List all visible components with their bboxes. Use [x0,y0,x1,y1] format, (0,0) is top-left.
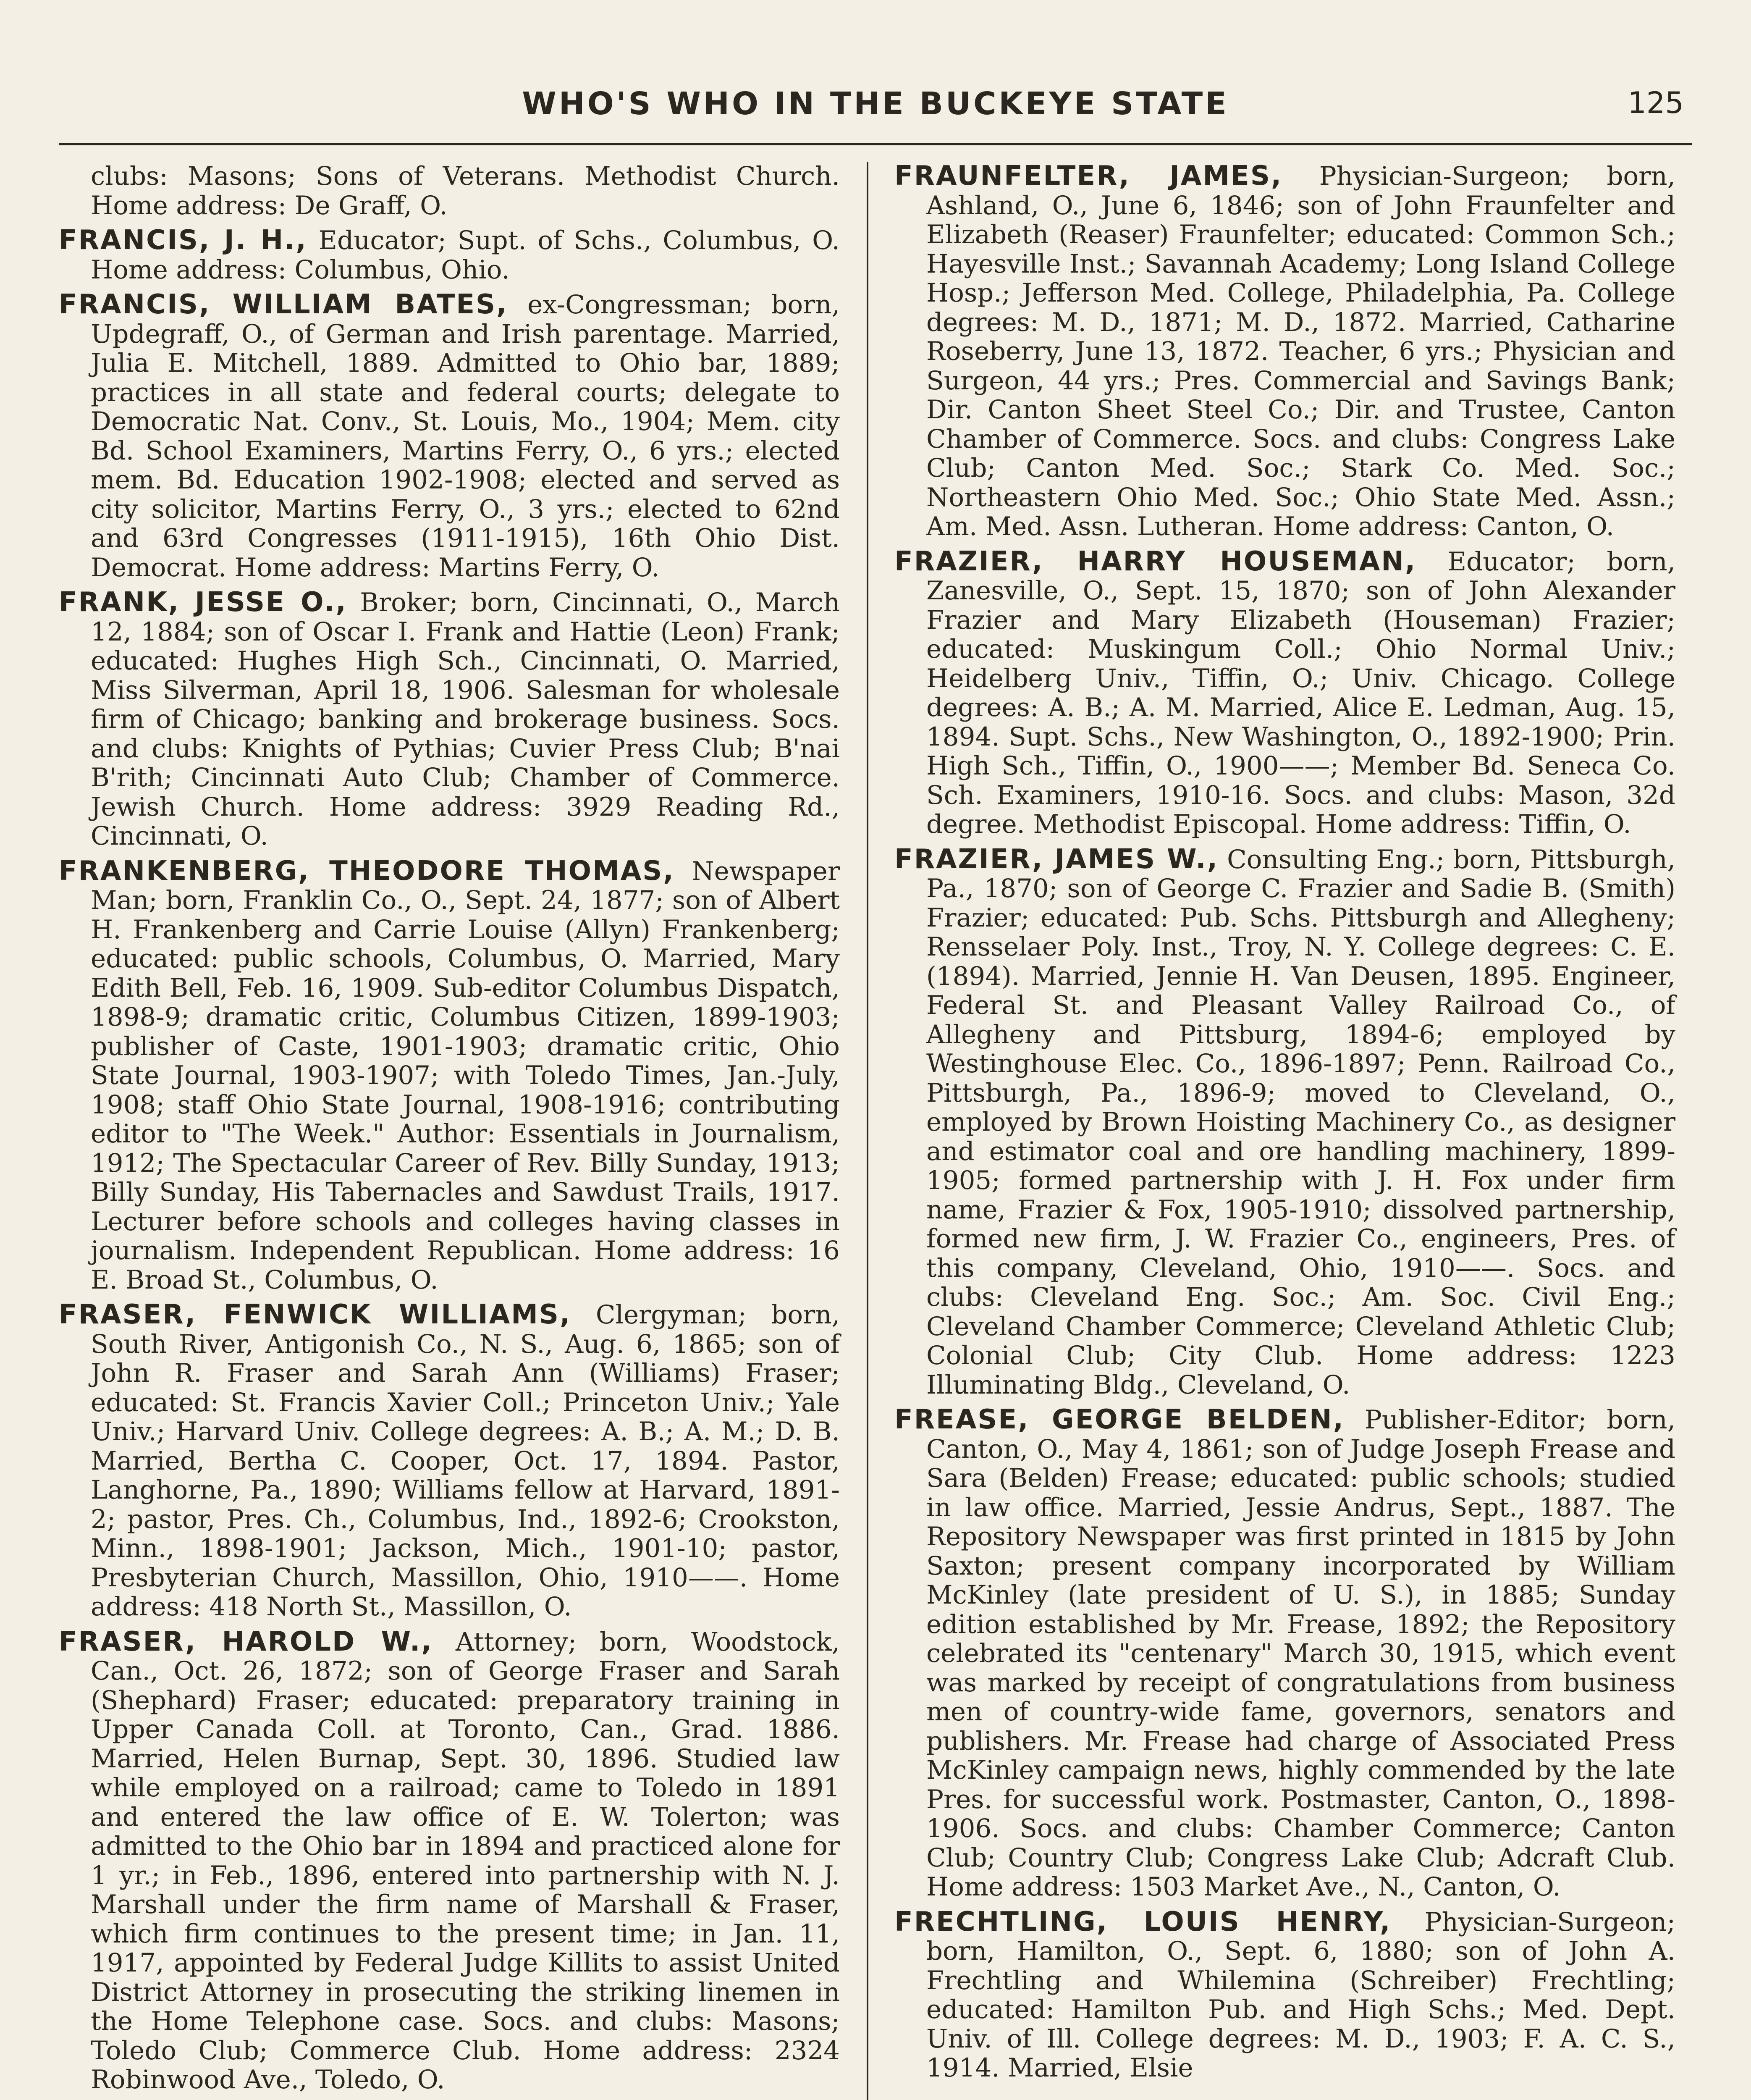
entry-text: Newspaper Man; born, Franklin Co., O., Sept. 24, 1877; son of Albert H. Frankenberg and Carrie Louise (Allyn) Frankenberg; educated: public schools, Columbus, O. Married, Mary Edith Bell, Feb. 16, 1909. Sub-editor Columbus Dispatch, 1898-9; dramatic critic, Columbus Citizen, 1899-1903; publisher of Caste, 1901-1903; dramatic critic, Ohio State Journal, 1903-1907; with Toledo Times, Jan.-July, 1908; staff Ohio State Journal, 1908-1916; contributing editor to "The Week." Author: Essentials in Journalism, 1912; The Spectacular Career of Rev. Billy Sunday, 1913; Billy Sunday, His Tabernacles and Sawdust Trails, 1917. Lecturer before schools and colleges having classes in journalism. Independent Republican. Home address: 16 E. Broad St., Columbus, O. [91,856,840,1295]
entry-text: clubs: Masons; Sons of Veterans. Methodist Church. Home address: De Graff, O. [91,161,840,220]
entry-name: FRAZIER, JAMES W., [894,843,1219,875]
entry [894,1405,1675,1902]
entry-text: Educator; born, Zanesville, O., Sept. 15, 1870; son of John Alexander Frazier and Mary Elizabeth (Houseman) Frazier; educated: Muskingum Coll.; Ohio Normal Univ.; Heidelberg Univ., Tiffin, O.; Univ. Chicago. College degrees: A. B.; A. M. Married, Alice E. Ledman, Aug. 15, 1894. Supt. Schs., New Washington, O., 1892-1900; Prin. High Sch., Tiffin, O., 1900——; Member Bd. Seneca Co. Sch. Examiners, 1910-16. Socs. and clubs: Mason, 32d degree. Methodist Episcopal. Home address: Tiffin, O. [926,546,1675,839]
column-divider [867,162,868,2100]
entry-name: FRASER, HAROLD W., [59,1626,433,1657]
entry-name: FREASE, GEORGE BELDEN, [894,1404,1345,1435]
page-header [59,84,1692,145]
entry-name: FRANK, JESSE O., [59,587,347,618]
entry [59,588,840,851]
entry-name: FRAUNFELTER, JAMES, [894,160,1283,192]
page-number: 125 [1628,86,1684,120]
entry [59,290,840,582]
entry-text: ex-Congressman; born, Updegraff, O., of German and Irish parentage. Married, Julia E. Mitchell, 1889. Admitted to Ohio bar, 1889; practices in all state and federal courts; delegate to Democratic Nat. Conv., St. Louis, Mo., 1904; Mem. city Bd. School Examiners, Martins Ferry, O., 6 yrs.; elected mem. Bd. Education 1902-1908; elected and served as city solicitor, Martins Ferry, O., 3 yrs.; elected to 62nd and 63rd Congresses (1911-1915), 16th Ohio Dist. Democrat. Home address: Martins Ferry, O. [91,290,840,583]
entry-name: FRASER, FENWICK WILLIAMS, [59,1299,571,1330]
entry [59,857,840,1295]
entry [894,162,1675,541]
left-column [59,162,840,2100]
entry-continuation [59,162,840,220]
entry-name: FRECHTLING, LOUIS HENRY, [894,1906,1392,1937]
entry-name: FRANCIS, WILLIAM BATES, [59,289,508,320]
entry-text: Broker; born, Cincinnati, O., March 12, 1884; son of Oscar I. Frank and Hattie (Leon) Frank; educated: Hughes High Sch., Cincinnati, O. Married, Miss Silverman, April 18, 1906. Salesman for wholesale firm of Chicago; banking and brokerage business. Socs. and clubs: Knights of Pythias; Cuvier Press Club; B'nai B'rith; Cincinnati Auto Club; Chamber of Commerce. Jewish Church. Home address: 3929 Reading Rd., Cincinnati, O. [91,588,840,851]
entry-text: Physician-Surgeon; born, Hamilton, O., Sept. 6, 1880; son of John A. Frechtling and Whilemina (Schreiber) Frechtling; educated: Hamilton Pub. and High Schs.; Med. Dept. Univ. of Ill. College degrees: M. D., 1903; F. A. C. S., 1914. Married, Elsie [926,1907,1676,2083]
entry-text: Educator; Supt. of Schs., Columbus, O. Home address: Columbus, Ohio. [91,226,840,285]
entry-name: FRANKENBERG, THEODORE THOMAS, [59,855,675,887]
entry-name: FRANCIS, J. H., [59,225,307,256]
entry-text: Clergyman; born, South River, Antigonish Co., N. S., Aug. 6, 1865; son of John R. Fraser and Sarah Ann (Williams) Fraser; educated: St. Francis Xavier Coll.; Princeton Univ.; Yale Univ.; Harvard Univ. College degrees: A. B.; A. M.; D. B. Married, Bertha C. Cooper, Oct. 17, 1894. Pastor, Langhorne, Pa., 1890; Williams fellow at Harvard, 1891-2; pastor, Pres. Ch., Columbus, Ind., 1892-6; Crookston, Minn., 1898-1901; Jackson, Mich., 1901-10; pastor, Presbyterian Church, Massillon, Ohio, 1910——. Home address: 418 North St., Massillon, O. [91,1300,840,1622]
entry-text: Attorney; born, Woodstock, Can., Oct. 26, 1872; son of George Fraser and Sarah (Shephard) Fraser; educated: preparatory training in Upper Canada Coll. at Toronto, Can., Grad. 1886. Married, Helen Burnap, Sept. 30, 1896. Studied law while employed on a railroad; came to Toledo in 1891 and entered the law office of E. W. Tolerton; was admitted to the Ohio bar in 1894 and practiced alone for 1 yr.; in Feb., 1896, entered into partnership with N. J. Marshall under the firm name of Marshall & Fraser, which firm continues to the present time; in Jan. 11, 1917, appointed by Federal Judge Killits to assist United District Attorney in prosecuting the striking linemen in the Home Telephone case. Socs. and clubs: Masons; Toledo Club; Commerce Club. Home address: 2324 Robinwood Ave., Toledo, O. [91,1627,840,2095]
running-title: WHO'S WHO IN THE BUCKEYE STATE [522,86,1229,122]
entry [894,845,1675,1400]
entry-text: Publisher-Editor; born, Canton, O., May 4, 1861; son of Judge Joseph Frease and Sara (Belden) Frease; educated: public schools; studied in law office. Married, Jessie Andrus, Sept., 1887. The Repository Newspaper was first printed in 1815 by John Saxton; present company incorporated by William McKinley (late president of U. S.), in 1885; Sunday edition established by Mr. Frease, 1892; the Repository celebrated its "centenary" March 30, 1915, which event was marked by receipt of congratulations from business men of country-wide fame, governors, senators and publishers. Mr. Frease had charge of Associated Press McKinley campaign news, highly commended by the late Pres. for successful work. Postmaster, Canton, O., 1898-1906. Socs. and clubs: Chamber Commerce; Canton Club; Country Club; Congress Lake Club; Adcraft Club. Home address: 1503 Market Ave., N., Canton, O. [926,1405,1676,1902]
entry-name: FRAZIER, HARRY HOUSEMAN, [894,546,1417,577]
entry [894,1908,1675,2083]
right-column [894,162,1675,2089]
entry-text: Physician-Surgeon; born, Ashland, O., June 6, 1846; son of John Fraunfelter and Elizabeth (Reaser) Fraunfelter; educated: Common Sch.; Hayesville Inst.; Savannah Academy; Long Island College Hosp.; Jefferson Med. College, Philadelphia, Pa. College degrees: M. D., 1871; M. D., 1872. Married, Catharine Roseberry, June 13, 1872. Teacher, 6 yrs.; Physician and Surgeon, 44 yrs.; Pres. Commercial and Savings Bank; Dir. Canton Sheet Steel Co.; Dir. and Trustee, Canton Chamber of Commerce. Socs. and clubs: Congress Lake Club; Canton Med. Soc.; Stark Co. Med. Soc.; Northeastern Ohio Med. Soc.; Ohio State Med. Assn.; Am. Med. Assn. Lutheran. Home address: Canton, O. [926,161,1676,541]
entry [59,1628,840,2095]
entry [59,226,840,284]
entry-text: Consulting Eng.; born, Pittsburgh, Pa., 1870; son of George C. Frazier and Sadie B. (Smith) Frazier; educated: Pub. Schs. Pittsburgh and Allegheny; Rensselaer Poly. Inst., Troy, N. Y. College degrees: C. E. (1894). Married, Jennie H. Van Deusen, 1895. Engineer, Federal St. and Pleasant Valley Railroad Co., of Allegheny and Pittsburg, 1894-6; employed by Westinghouse Elec. Co., 1896-1897; Penn. Railroad Co., Pittsburgh, Pa., 1896-9; moved to Cleveland, O., employed by Brown Hoisting Machinery Co., as designer and estimator coal and ore handling machinery, 1899-1905; formed partnership with J. H. Fox under firm name, Frazier & Fox, 1905-1910; dissolved partnership, formed new firm, J. W. Frazier Co., engineers, Pres. of this company, Cleveland, Ohio, 1910——. Socs. and clubs: Cleveland Eng. Soc.; Am. Soc. Civil Eng.; Cleveland Chamber Commerce; Cleveland Athletic Club; Colonial Club; City Club. Home address: 1223 Illuminating Bldg., Cleveland, O. [926,844,1675,1400]
entry [59,1300,840,1622]
entry [894,547,1675,839]
